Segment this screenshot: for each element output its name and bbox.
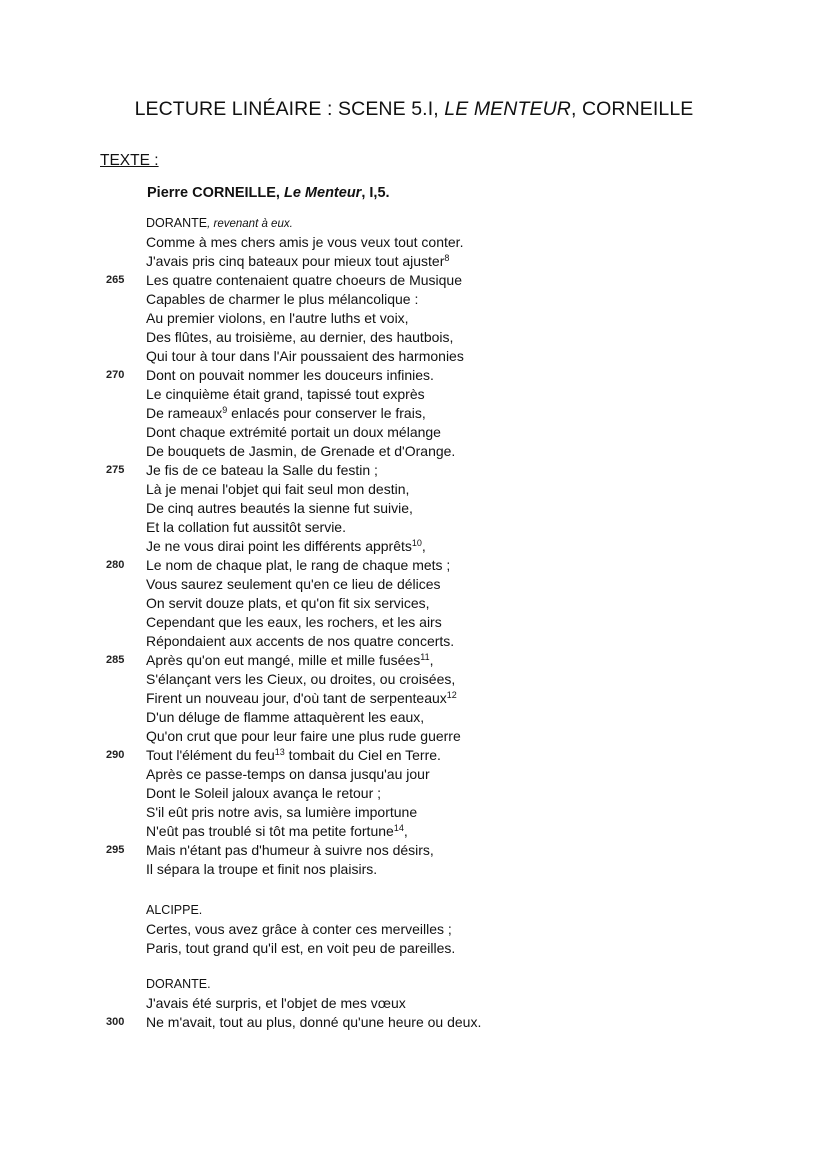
- verse-text: Le nom de chaque plat, le rang de chaque mets ;: [146, 557, 451, 573]
- verse-line: [146, 784, 464, 803]
- verse-line: [146, 632, 464, 651]
- verse-line: [146, 920, 455, 939]
- line-number: 285: [106, 654, 125, 666]
- verse-text: Là je menai l'objet qui fait seul mon destin,: [146, 481, 410, 497]
- footnote-ref: 9: [222, 405, 228, 415]
- verse-text: Capables de charmer le plus mélancolique :: [146, 291, 419, 307]
- verse-text: Et la collation fut aussitôt servie.: [146, 519, 346, 535]
- verse-line: [146, 727, 464, 746]
- speaker-name: [146, 975, 481, 994]
- title-suffix: , CORNEILLE: [570, 98, 694, 120]
- verse-line: [106, 841, 464, 860]
- verse-line: [146, 518, 464, 537]
- verse-text: Répondaient aux accents de nos quatre concerts.: [146, 633, 455, 649]
- verse-line: [106, 461, 464, 480]
- verse-text: Dont le Soleil jaloux avança le retour ;: [146, 785, 382, 801]
- verse-text-after: ,: [403, 823, 408, 839]
- footnote-ref: 13: [274, 747, 285, 757]
- verse-line: [146, 328, 464, 347]
- verse-text: Je fis de ce bateau la Salle du festin ;: [146, 462, 378, 478]
- verse-text: On servit douze plats, et qu'on fit six services,: [146, 595, 430, 611]
- verse-text: Comme à mes chers amis je vous veux tout conter.: [146, 234, 464, 250]
- footnote-ref: 8: [444, 253, 450, 263]
- verse-text: S'élançant vers les Cieux, ou droites, ou croisées,: [146, 671, 456, 687]
- verse-line: [146, 252, 464, 271]
- verse-text: Vous saurez seulement qu'en ce lieu de délices: [146, 576, 441, 592]
- verse-line: [146, 404, 464, 423]
- verse-text: Le cinquième était grand, tapissé tout exprès: [146, 386, 425, 402]
- verse-text: Firent un nouveau jour, d'où tant de serpenteaux: [146, 690, 447, 706]
- verse-text: Après ce passe-temps on dansa jusqu'au jour: [146, 766, 430, 782]
- verse-text: Cependant que les eaux, les rochers, et les airs: [146, 614, 442, 630]
- verse-text: D'un déluge de flamme attaquèrent les eaux,: [146, 709, 425, 725]
- verse-text: De bouquets de Jasmin, de Grenade et d'Orange.: [146, 443, 456, 459]
- verse-line: [146, 575, 464, 594]
- verse-line: [106, 271, 464, 290]
- verse-text: Les quatre contenaient quatre choeurs de Musique: [146, 272, 462, 288]
- verse-line: [146, 423, 464, 442]
- verse-text: Au premier violons, en l'autre luths et voix,: [146, 310, 409, 326]
- author-prefix: Pierre CORNEILLE,: [147, 185, 284, 201]
- verse-line: [146, 803, 464, 822]
- stage-direction: , revenant à eux.: [207, 218, 293, 230]
- verse-line: [106, 651, 464, 670]
- speaker-label: DORANTE.: [146, 977, 211, 991]
- verse-text: J'avais été surpris, et l'objet de mes vœux: [146, 995, 406, 1011]
- footnote-ref: 11: [420, 652, 430, 662]
- footnote-ref: 12: [446, 690, 457, 700]
- verse-line: [146, 385, 464, 404]
- speech-block: [146, 901, 455, 958]
- verse-text: Mais n'étant pas d'humeur à suivre nos désirs,: [146, 842, 434, 858]
- verse-line: [146, 309, 464, 328]
- verse-line: [146, 613, 464, 632]
- verse-line: [106, 556, 464, 575]
- verse-text: N'eût pas troublé si tôt ma petite fortune: [146, 823, 394, 839]
- verse-line: [146, 499, 464, 518]
- verse-line: [146, 708, 464, 727]
- title-prefix: LECTURE LINÉAIRE : SCENE 5.I,: [134, 98, 445, 120]
- verse-text: De cinq autres beautés la sienne fut suivie,: [146, 500, 413, 516]
- verse-text: Après qu'on eut mangé, mille et mille fusées: [146, 652, 421, 668]
- page-title: [0, 98, 828, 121]
- verse-text: De rameaux: [146, 405, 223, 421]
- footnote-ref: 14: [393, 823, 404, 833]
- line-number: 265: [106, 274, 125, 286]
- verse-line: [146, 689, 464, 708]
- verse-text: Paris, tout grand qu'il est, en voit peu de pareilles.: [146, 940, 456, 956]
- title-play-name: LE MENTEUR: [444, 98, 571, 120]
- verse-text: J'avais pris cinq bateaux pour mieux tout ajuster: [146, 253, 445, 269]
- verse-line: [106, 366, 464, 385]
- verse-line: [146, 290, 464, 309]
- verse-text: Certes, vous avez grâce à conter ces merveilles ;: [146, 921, 452, 937]
- verse-line: [146, 594, 464, 613]
- verse-text-after: ,: [429, 652, 434, 668]
- verse-text: Il sépara la troupe et finit nos plaisirs.: [146, 861, 378, 877]
- verse-line: [146, 939, 455, 958]
- verse-line: [146, 765, 464, 784]
- verse-line: [146, 480, 464, 499]
- verse-line: [146, 670, 464, 689]
- speaker-label: DORANTE: [146, 216, 208, 230]
- verse-text: Qu'on crut que pour leur faire une plus rude guerre: [146, 728, 461, 744]
- line-number: 280: [106, 559, 125, 571]
- verse-line: [146, 347, 464, 366]
- section-label: TEXTE :: [100, 152, 159, 169]
- verse-text-after: tombait du Ciel en Terre.: [284, 747, 441, 763]
- verse-line: [106, 746, 464, 765]
- speech-block: [106, 214, 464, 879]
- verse-line: [146, 860, 464, 879]
- speaker-name: [146, 901, 455, 920]
- footnote-ref: 10: [411, 538, 422, 548]
- verse-text: Dont chaque extrémité portait un doux mélange: [146, 424, 441, 440]
- verse-text: Qui tour à tour dans l'Air poussaient des harmonies: [146, 348, 464, 364]
- line-number: 300: [106, 1016, 125, 1028]
- speech-block: [106, 975, 482, 1032]
- verse-text: S'il eût pris notre avis, sa lumière importune: [146, 804, 418, 820]
- verse-text-after: enlacés pour conserver le frais,: [227, 405, 426, 421]
- verse-text: Dont on pouvait nommer les douceurs infinies.: [146, 367, 434, 383]
- verse-text: Tout l'élément du feu: [146, 747, 275, 763]
- speaker-name: [146, 214, 464, 233]
- verse-line: [146, 537, 464, 556]
- author-heading: [147, 185, 390, 201]
- verse-text: Je ne vous dirai point les différents apprêts: [146, 538, 412, 554]
- verse-text: Des flûtes, au troisième, au dernier, des hautbois,: [146, 329, 454, 345]
- verse-line: [106, 1013, 482, 1032]
- verse-line: [146, 233, 464, 252]
- author-suffix: , I,5.: [361, 185, 390, 201]
- speaker-label: ALCIPPE.: [146, 903, 203, 917]
- verse-line: [146, 994, 481, 1013]
- author-play-name: Le Menteur: [283, 185, 362, 201]
- verse-line: [146, 822, 464, 841]
- line-number: 270: [106, 369, 125, 381]
- verse-line: [146, 442, 464, 461]
- line-number: 290: [106, 749, 125, 761]
- line-number: 295: [106, 844, 125, 856]
- verse-text-after: ,: [421, 538, 426, 554]
- line-number: 275: [106, 464, 125, 476]
- verse-text: Ne m'avait, tout au plus, donné qu'une heure ou deux.: [146, 1014, 482, 1030]
